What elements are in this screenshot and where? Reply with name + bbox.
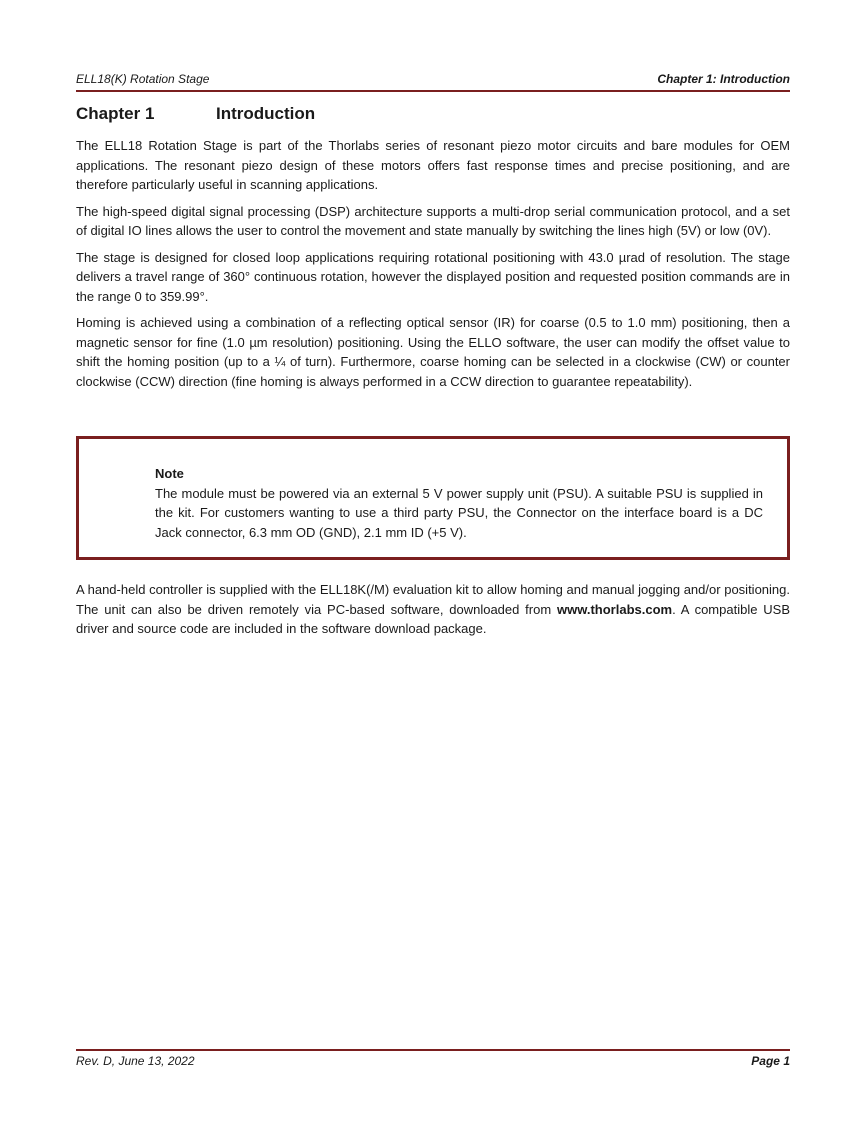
note-content — [155, 464, 763, 542]
footer-divider — [76, 1049, 790, 1051]
paragraph-homing: Homing is achieved using a combination of a reflecting optical sensor (IR) for coarse (0.5 to 1.0 mm) positioning, then a magnetic sensor for fine (1.0 µm resolution) positioning. Using the ELLO software, the user can modify the offset value to shift the homing position (up to a ¼ of turn). Furthermore, coarse homing can be selected in a clockwise (CW) or counter clockwise (CCW) direction (fine homing is always performed in a CCW direction to guarantee repeatability). — [76, 315, 790, 389]
note-title: Note — [155, 466, 184, 481]
closing-text-end: . A compatible USB driver and source code are included in the software download package. — [76, 601, 790, 636]
chapter-title: Introduction — [216, 104, 316, 123]
paragraph-controller — [76, 580, 790, 639]
paragraph-overview: The ELL18 Rotation Stage is part of the Thorlabs series of resonant piezo motor circuits and bare modules for OEM applications. The resonant piezo design of these motors offers fast response times and precise positioning, and are therefore particularly useful in scanning applications. — [76, 138, 790, 192]
body-text — [76, 136, 790, 398]
note-box — [76, 436, 790, 560]
paragraph-dsp: The high-speed digital signal processing (DSP) architecture supports a multi-drop serial communication protocol, and a set of digital IO lines allows the user to control the movement and state manually by switching the lines high (5V) or low (0V). — [76, 203, 790, 238]
chapter-number: Chapter 1 — [76, 104, 155, 123]
closing-section — [76, 580, 790, 639]
header-document-title: ELL18(K) Rotation Stage — [76, 72, 210, 86]
page-footer — [76, 1054, 790, 1072]
header-chapter-title: Chapter 1: Introduction — [657, 72, 790, 86]
thorlabs-link[interactable]: www.thorlabs.com — [557, 601, 673, 617]
footer-page-number: Page 1 — [751, 1054, 790, 1068]
footer-revision: Rev. D, June 13, 2022 — [76, 1054, 195, 1068]
closing-text-start: A hand-held controller is supplied with the ELL18K(/M) evaluation kit to allow homing and manual jogging and/or positioning. The unit can also be driven remotely via PC-based software, downloaded from — [76, 582, 790, 617]
note-text: The module must be powered via an external 5 V power supply unit (PSU). A suitable PSU is supplied in the kit. For customers wanting to use a third party PSU, the Connector on the interface board is a DC Jack connector, 6.3 mm OD (GND), 2.1 mm ID (+5 V). — [155, 485, 763, 540]
page-header — [76, 72, 790, 90]
header-divider — [76, 90, 790, 92]
paragraph-resolution: The stage is designed for closed loop applications requiring rotational positioning with 43.0 µrad of resolution. The stage delivers a travel range of 360° continuous rotation, however the displayed position and requested position commands are in the range 0 to 359.99°. — [76, 249, 790, 304]
